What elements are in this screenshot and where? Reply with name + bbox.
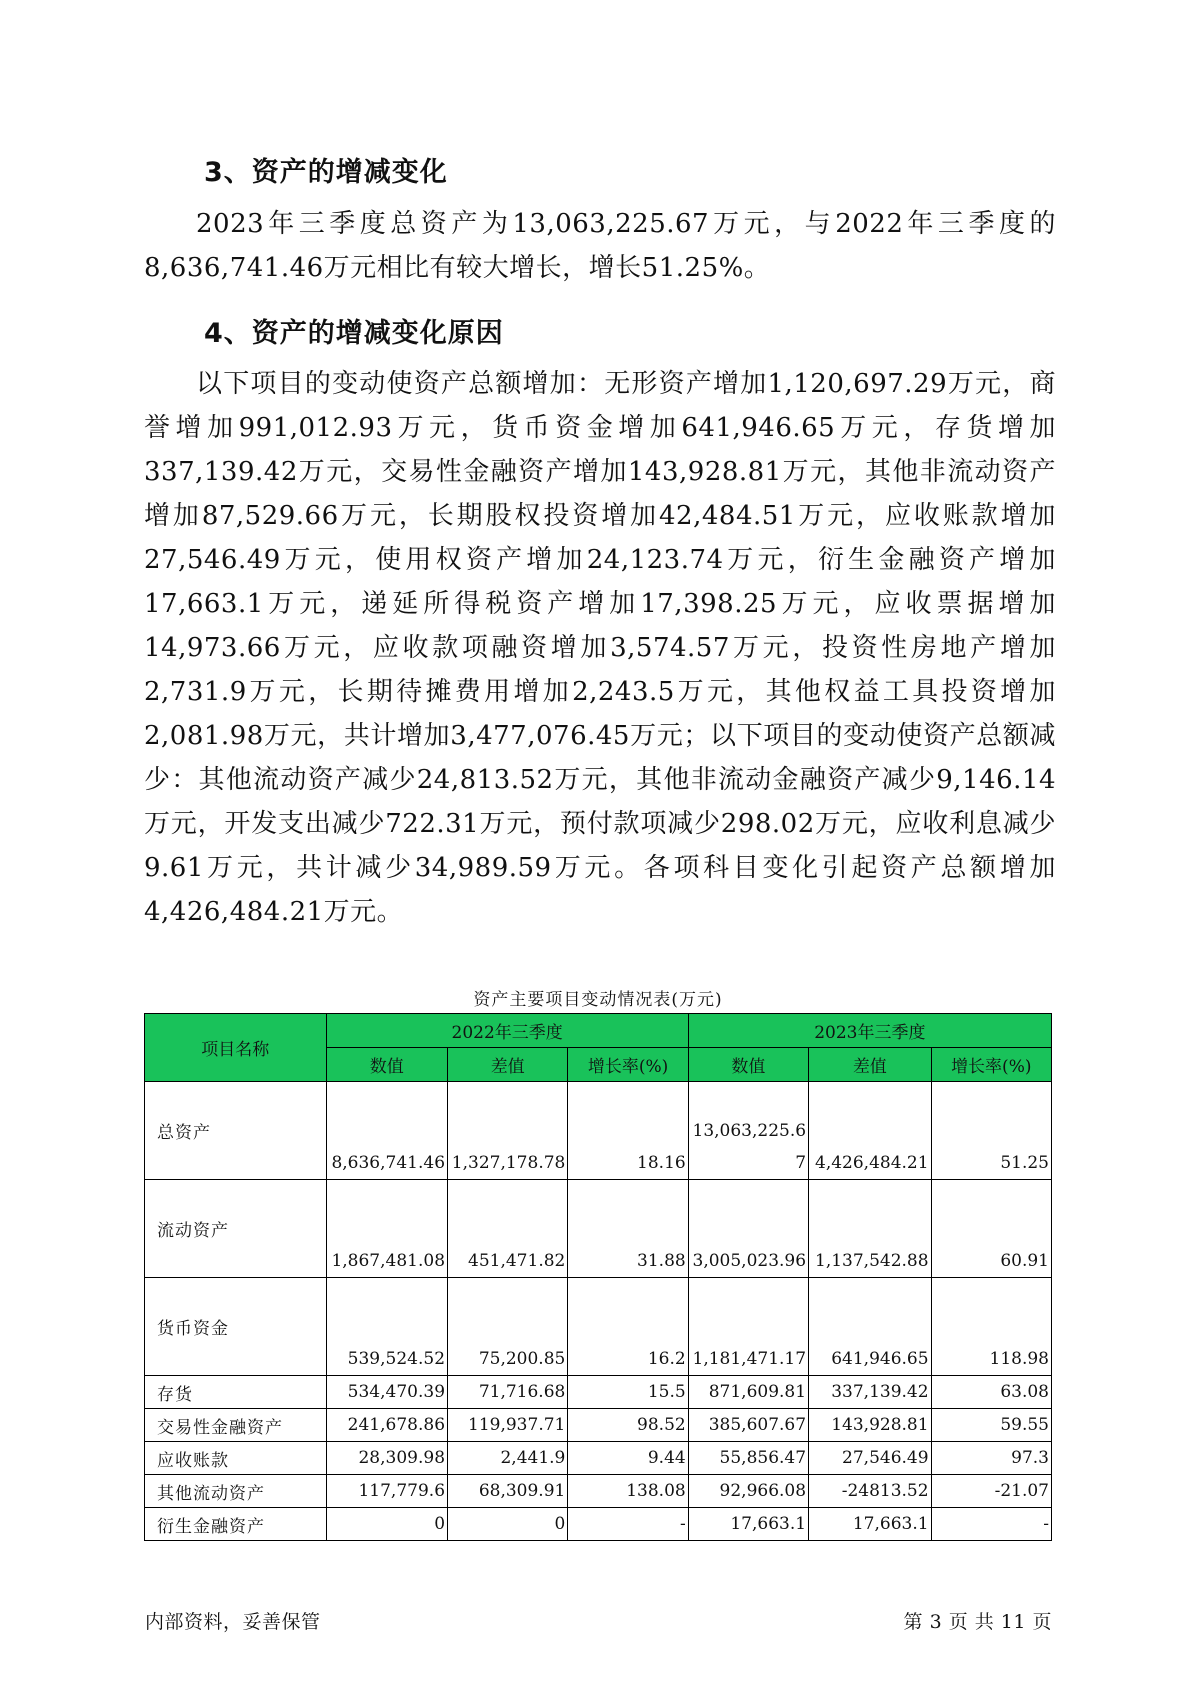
rate-2023: 97.3 <box>931 1442 1051 1475</box>
rate-2022: 16.2 <box>568 1278 688 1376</box>
diff-2023: -24813.52 <box>809 1475 932 1508</box>
value-2022: 1,867,481.08 <box>326 1180 447 1278</box>
value-2023: 1,181,471.17 <box>688 1278 808 1376</box>
row-name: 存货 <box>145 1376 327 1409</box>
rate-2023: 118.98 <box>931 1278 1051 1376</box>
diff-2022: 119,937.71 <box>448 1409 568 1442</box>
diff-2023: 641,946.65 <box>809 1278 932 1376</box>
table-row <box>145 1278 1052 1376</box>
row-name: 应收账款 <box>145 1442 327 1475</box>
section-paragraph-4: 以下项目的变动使资产总额增加：无形资产增加1,120,697.29万元，商誉增加991,012.93万元，货币资金增加641,946.65万元，存货增加337,139.42万元，交易性金融资产增加143,928.81万元，其他非流动资产增加87,529.66万元，长期股权投资增加42,484.51万元，应收账款增加27,546.49万元，使用权资产增加24,123.74万元，衍生金融资产增加17,663.1万元，递延所得税资产增加17,398.25万元，应收票据增加14,973.66万元，应收款项融资增加3,574.57万元，投资性房地产增加2,731.9万元，长期待摊费用增加2,243.5万元，其他权益工具投资增加2,081.98万元，共计增加3,477,076.45万元；以下项目的变动使资产总额减少：其他流动资产减少24,813.52万元，其他非流动金融资产减少9,146.14万元，开发支出减少722.31万元，预付款项减少298.02万元，应收利息减少9.61万元，共计减少34,989.59万元。各项科目变化引起资产总额增加4,426,484.21万元。 <box>144 369 1056 927</box>
table-row <box>145 1180 1052 1278</box>
table-caption: 资产主要项目变动情况表(万元) <box>473 990 723 1010</box>
diff-2023: 337,139.42 <box>809 1376 932 1409</box>
rate-2022: 15.5 <box>568 1376 688 1409</box>
value-2023: 92,966.08 <box>688 1475 808 1508</box>
value-2023: 13,063,225.67 <box>688 1082 808 1180</box>
row-name: 流动资产 <box>145 1180 327 1278</box>
value-2023: 17,663.1 <box>688 1508 808 1541</box>
diff-2023: 143,928.81 <box>809 1409 932 1442</box>
value-2023: 3,005,023.96 <box>688 1180 808 1278</box>
rate-2022: - <box>568 1508 688 1541</box>
value-2022: 8,636,741.46 <box>326 1082 447 1180</box>
rate-2022: 138.08 <box>568 1475 688 1508</box>
row-name: 交易性金融资产 <box>145 1409 327 1442</box>
footer-page-number: 第 3 页 共 11 页 <box>903 1611 1052 1633</box>
value-2022: 0 <box>326 1508 447 1541</box>
diff-2022: 1,327,178.78 <box>448 1082 568 1180</box>
rate-2023: 63.08 <box>931 1376 1051 1409</box>
diff-2022: 0 <box>448 1508 568 1541</box>
rate-2022: 9.44 <box>568 1442 688 1475</box>
rate-2023: 51.25 <box>931 1082 1051 1180</box>
rate-2022: 18.16 <box>568 1082 688 1180</box>
diff-2022: 71,716.68 <box>448 1376 568 1409</box>
header-group-2023: 2023年三季度 <box>688 1014 1051 1048</box>
table-row <box>145 1508 1052 1541</box>
value-2023: 871,609.81 <box>688 1376 808 1409</box>
table-row <box>145 1475 1052 1508</box>
value-2023: 55,856.47 <box>688 1442 808 1475</box>
rate-2023: -21.07 <box>931 1475 1051 1508</box>
diff-2022: 451,471.82 <box>448 1180 568 1278</box>
diff-2023: 27,546.49 <box>809 1442 932 1475</box>
rate-2023: 60.91 <box>931 1180 1051 1278</box>
diff-2023: 1,137,542.88 <box>809 1180 932 1278</box>
header-rate-2023: 增长率(%) <box>931 1048 1051 1082</box>
value-2022: 539,524.52 <box>326 1278 447 1376</box>
header-item-name: 项目名称 <box>145 1014 327 1082</box>
table-row <box>145 1442 1052 1475</box>
header-diff-2023: 差值 <box>809 1048 932 1082</box>
value-2023: 385,607.67 <box>688 1409 808 1442</box>
rate-2023: 59.55 <box>931 1409 1051 1442</box>
value-2022: 117,779.6 <box>326 1475 447 1508</box>
diff-2023: 4,426,484.21 <box>809 1082 932 1180</box>
row-name: 衍生金融资产 <box>145 1508 327 1541</box>
section-paragraph-3: 2023年三季度总资产为13,063,225.67万元，与2022年三季度的8,636,741.46万元相比有较大增长，增长51.25%。 <box>144 209 1056 283</box>
section-heading-3: 3、资产的增减变化 <box>204 157 448 188</box>
value-2022: 241,678.86 <box>326 1409 447 1442</box>
rate-2022: 98.52 <box>568 1409 688 1442</box>
diff-2022: 2,441.9 <box>448 1442 568 1475</box>
rate-2023: - <box>931 1508 1051 1541</box>
row-name: 其他流动资产 <box>145 1475 327 1508</box>
diff-2023: 17,663.1 <box>809 1508 932 1541</box>
header-diff-2022: 差值 <box>448 1048 568 1082</box>
value-2022: 534,470.39 <box>326 1376 447 1409</box>
table-row <box>145 1409 1052 1442</box>
row-name: 货币资金 <box>145 1278 327 1376</box>
header-value-2022: 数值 <box>326 1048 447 1082</box>
diff-2022: 75,200.85 <box>448 1278 568 1376</box>
section-heading-4: 4、资产的增减变化原因 <box>204 318 504 349</box>
footer-confidential-note: 内部资料，妥善保管 <box>145 1611 321 1633</box>
header-rate-2022: 增长率(%) <box>568 1048 688 1082</box>
table-row <box>145 1082 1052 1180</box>
rate-2022: 31.88 <box>568 1180 688 1278</box>
value-2022: 28,309.98 <box>326 1442 447 1475</box>
header-value-2023: 数值 <box>688 1048 808 1082</box>
table-row <box>145 1376 1052 1409</box>
diff-2022: 68,309.91 <box>448 1475 568 1508</box>
row-name: 总资产 <box>145 1082 327 1180</box>
header-group-2022: 2022年三季度 <box>326 1014 688 1048</box>
asset-change-table <box>144 1013 1052 1541</box>
